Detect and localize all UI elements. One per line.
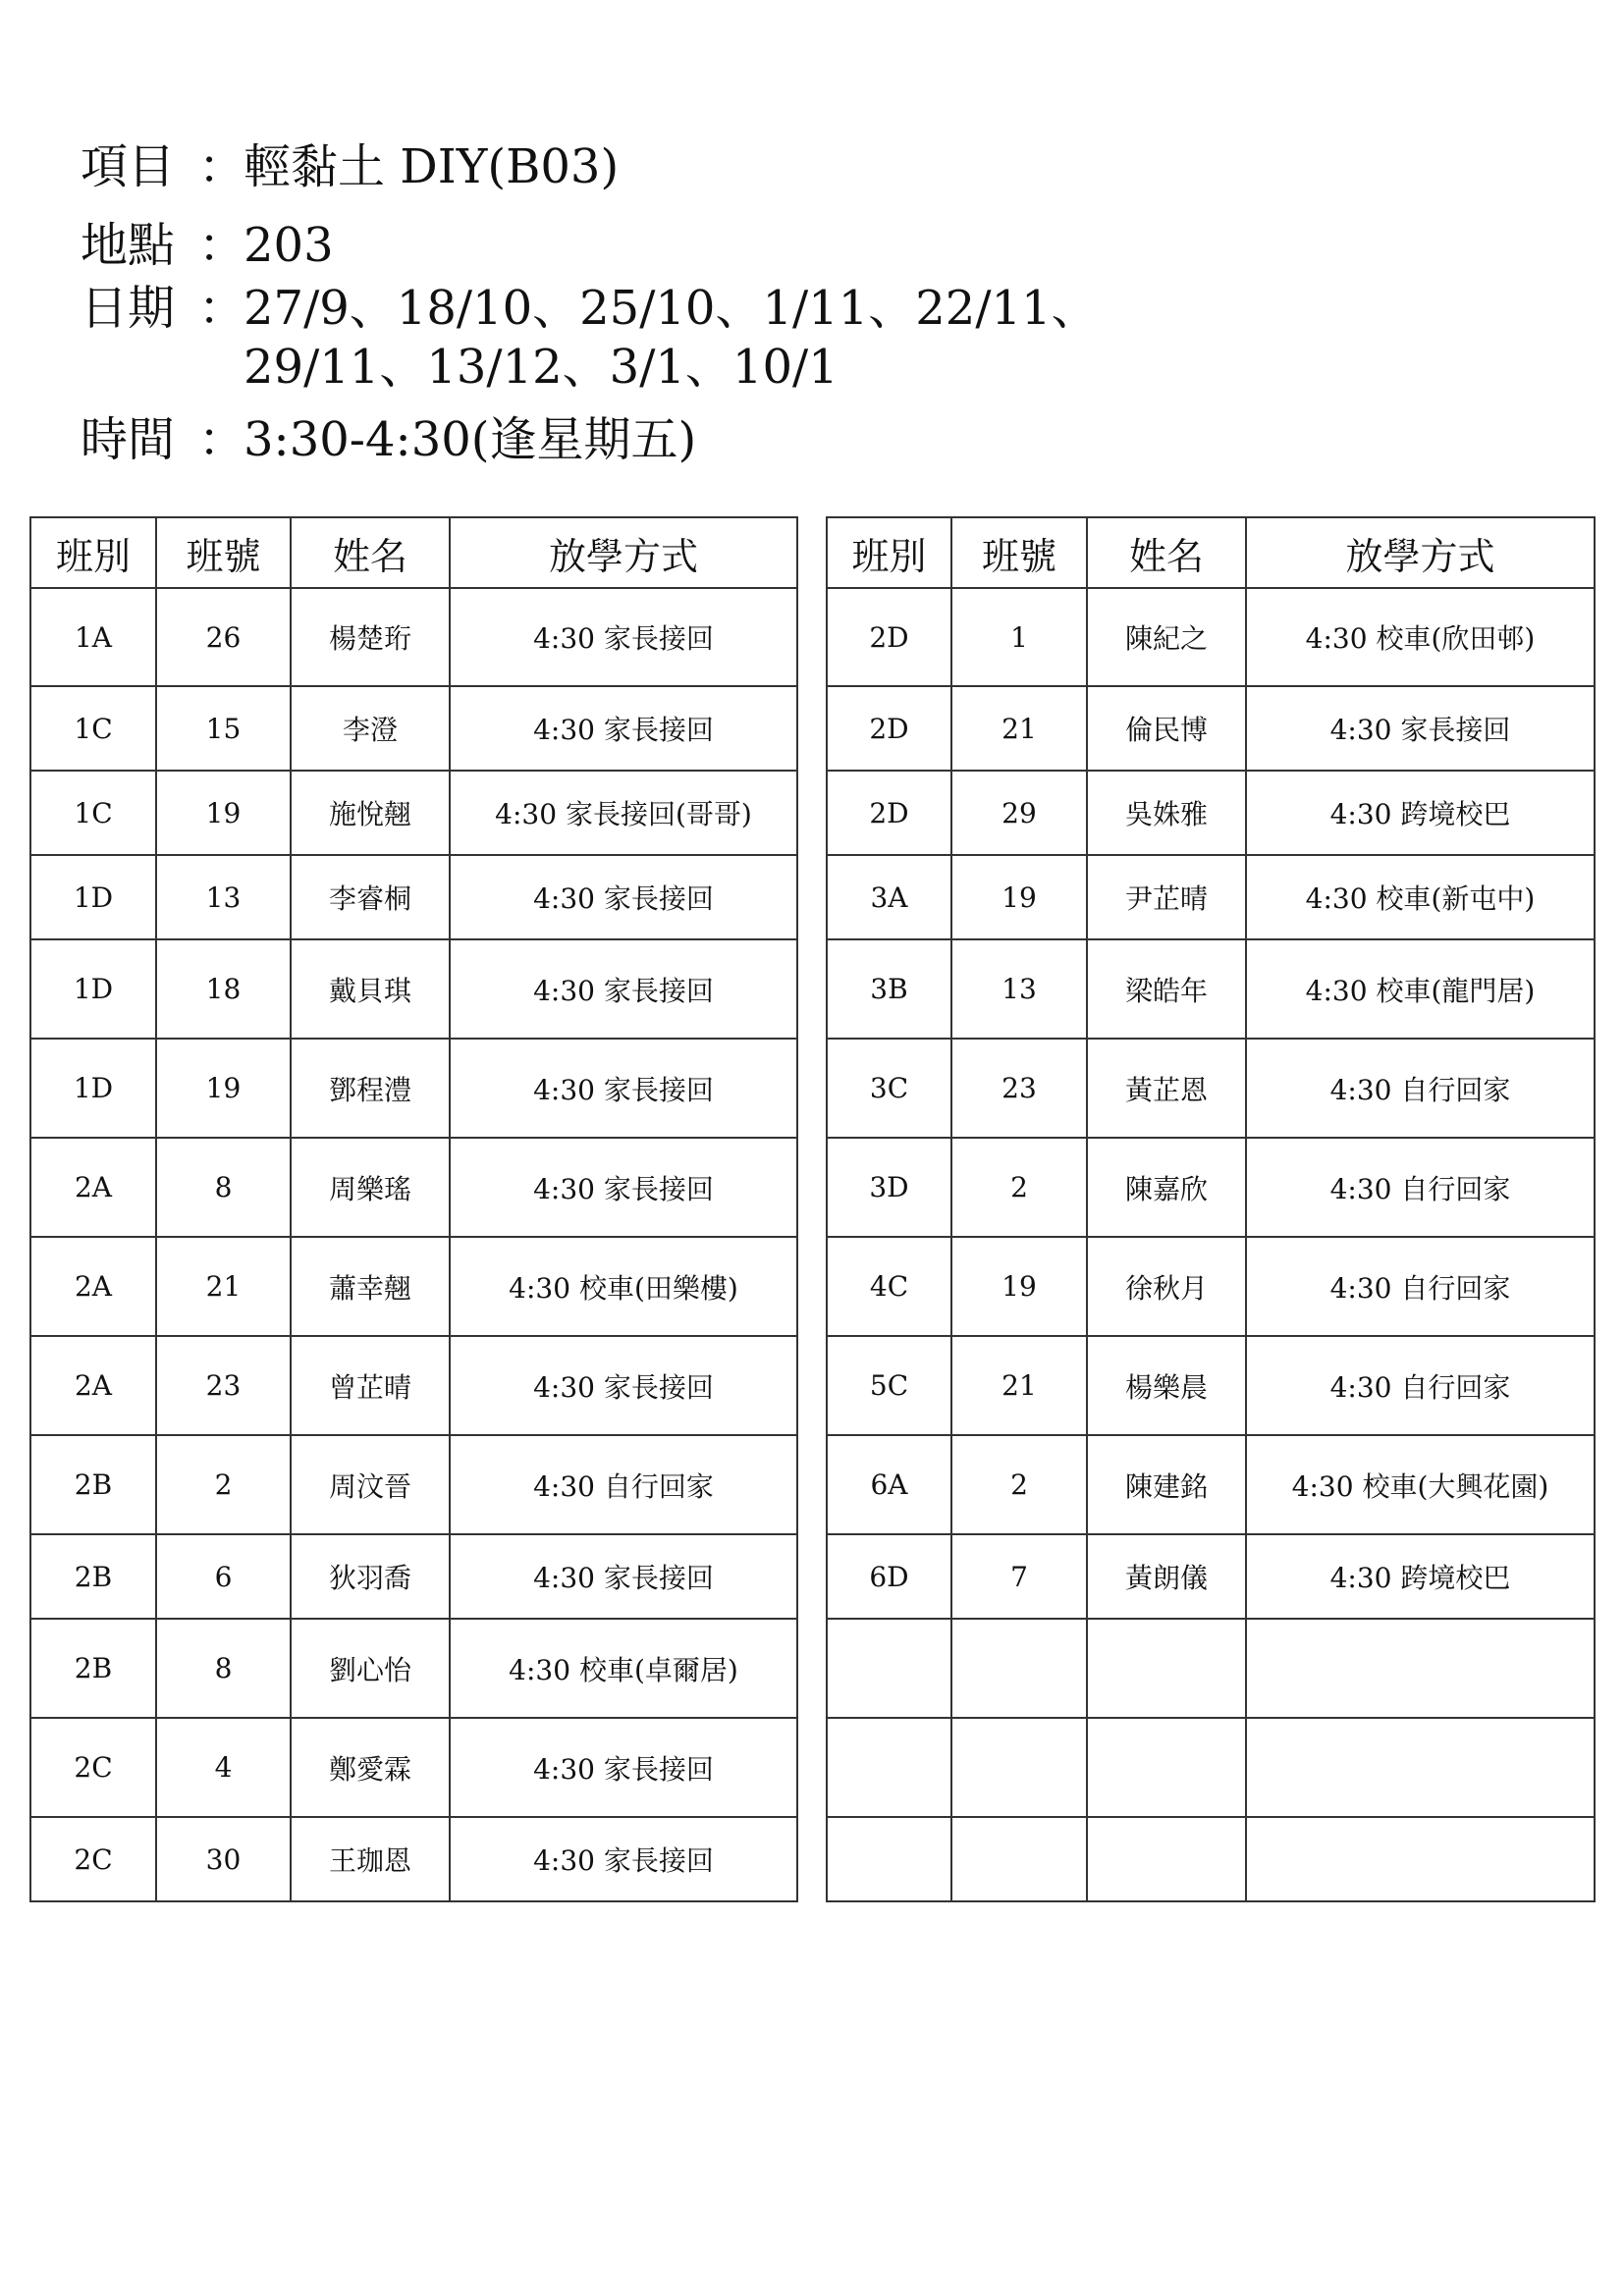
cell-number: 6 <box>156 1534 291 1619</box>
table-row <box>827 1435 1595 1534</box>
time-label: 時間 <box>81 412 176 467</box>
cell-dismissal <box>1246 1718 1595 1817</box>
cell-dismissal: 4:30 家長接回 <box>450 1718 797 1817</box>
cell-name: 李澄 <box>291 686 450 771</box>
cell-class: 2C <box>30 1817 156 1901</box>
item-value: 輕黏土 DIY(B03) <box>244 139 620 194</box>
cell-number <box>951 1718 1087 1817</box>
cell-dismissal: 4:30 校車(卓爾居) <box>450 1619 797 1718</box>
table-row <box>30 1817 797 1901</box>
date-label: 日期 <box>81 281 176 336</box>
time-line <box>81 410 696 469</box>
cell-dismissal: 4:30 自行回家 <box>1246 1237 1595 1336</box>
cell-number <box>951 1619 1087 1718</box>
date-line <box>81 279 1099 397</box>
table-row <box>827 1619 1595 1718</box>
cell-dismissal: 4:30 校車(田樂樓) <box>450 1237 797 1336</box>
cell-number: 2 <box>951 1435 1087 1534</box>
cell-class: 2D <box>827 771 951 855</box>
cell-dismissal: 4:30 跨境校巴 <box>1246 771 1595 855</box>
cell-number: 19 <box>951 1237 1087 1336</box>
roster-table-right <box>826 516 1596 1902</box>
header-dismissal: 放學方式 <box>1246 517 1595 588</box>
table-row <box>30 1718 797 1817</box>
item-line <box>81 137 619 196</box>
cell-number: 8 <box>156 1138 291 1237</box>
cell-number: 13 <box>951 939 1087 1039</box>
cell-name: 徐秋月 <box>1087 1237 1246 1336</box>
cell-dismissal: 4:30 自行回家 <box>1246 1138 1595 1237</box>
date-colon: ： <box>198 281 246 336</box>
cell-number: 21 <box>156 1237 291 1336</box>
cell-class: 4C <box>827 1237 951 1336</box>
cell-name: 周汶晉 <box>291 1435 450 1534</box>
cell-class: 2B <box>30 1435 156 1534</box>
cell-number: 13 <box>156 855 291 939</box>
table-row <box>30 588 797 686</box>
table-row <box>827 1718 1595 1817</box>
table-row <box>827 1138 1595 1237</box>
table-row <box>30 1619 797 1718</box>
cell-name <box>1087 1619 1246 1718</box>
cell-name: 施悅翹 <box>291 771 450 855</box>
cell-number: 19 <box>951 855 1087 939</box>
cell-name: 周樂瑤 <box>291 1138 450 1237</box>
cell-class: 2B <box>30 1534 156 1619</box>
table-row <box>30 1435 797 1534</box>
table-row <box>827 771 1595 855</box>
header-class: 班別 <box>827 517 951 588</box>
cell-class: 1A <box>30 588 156 686</box>
cell-class: 1C <box>30 686 156 771</box>
item-colon: ： <box>198 139 246 194</box>
cell-name: 梁皓年 <box>1087 939 1246 1039</box>
time-colon: ： <box>198 412 246 467</box>
cell-dismissal: 4:30 家長接回 <box>450 1138 797 1237</box>
table-row <box>30 1336 797 1435</box>
cell-name: 鄧程澧 <box>291 1039 450 1138</box>
cell-number: 29 <box>951 771 1087 855</box>
cell-class: 2D <box>827 686 951 771</box>
cell-class: 5C <box>827 1336 951 1435</box>
cell-dismissal: 4:30 家長接回 <box>450 939 797 1039</box>
cell-name: 狄羽喬 <box>291 1534 450 1619</box>
cell-dismissal: 4:30 家長接回 <box>450 588 797 686</box>
table-row <box>30 939 797 1039</box>
cell-name <box>1087 1718 1246 1817</box>
cell-number: 23 <box>156 1336 291 1435</box>
time-value: 3:30-4:30(逢星期五) <box>244 412 697 467</box>
cell-number: 18 <box>156 939 291 1039</box>
header-number: 班號 <box>951 517 1087 588</box>
cell-class: 3B <box>827 939 951 1039</box>
cell-name: 倫民博 <box>1087 686 1246 771</box>
cell-class: 3C <box>827 1039 951 1138</box>
cell-class: 3D <box>827 1138 951 1237</box>
cell-number: 21 <box>951 686 1087 771</box>
cell-class: 6D <box>827 1534 951 1619</box>
location-line <box>81 216 334 275</box>
cell-class: 2A <box>30 1237 156 1336</box>
cell-class <box>827 1817 951 1901</box>
cell-class: 2C <box>30 1718 156 1817</box>
table-row <box>827 1039 1595 1138</box>
cell-name: 黃朗儀 <box>1087 1534 1246 1619</box>
cell-dismissal: 4:30 家長接回 <box>450 1039 797 1138</box>
cell-name: 黃芷恩 <box>1087 1039 1246 1138</box>
cell-dismissal: 4:30 家長接回 <box>450 686 797 771</box>
cell-dismissal: 4:30 自行回家 <box>1246 1039 1595 1138</box>
cell-class: 2D <box>827 588 951 686</box>
location-label: 地點 <box>81 218 176 273</box>
table-row <box>30 1039 797 1138</box>
cell-number: 8 <box>156 1619 291 1718</box>
table-row <box>827 588 1595 686</box>
header-class: 班別 <box>30 517 156 588</box>
cell-dismissal: 4:30 家長接回 <box>450 855 797 939</box>
cell-class <box>827 1718 951 1817</box>
header-name: 姓名 <box>291 517 450 588</box>
cell-dismissal <box>1246 1817 1595 1901</box>
table-row <box>827 1336 1595 1435</box>
cell-number: 21 <box>951 1336 1087 1435</box>
cell-number: 30 <box>156 1817 291 1901</box>
roster-table-left <box>29 516 798 1902</box>
cell-name: 楊楚珩 <box>291 588 450 686</box>
cell-name: 尹芷晴 <box>1087 855 1246 939</box>
cell-name: 李睿桐 <box>291 855 450 939</box>
table-row <box>827 1817 1595 1901</box>
table-row <box>827 1237 1595 1336</box>
cell-name: 蕭幸翹 <box>291 1237 450 1336</box>
cell-dismissal: 4:30 家長接回 <box>450 1817 797 1901</box>
cell-dismissal: 4:30 校車(欣田邨) <box>1246 588 1595 686</box>
cell-class <box>827 1619 951 1718</box>
date-value-line2: 29/11、13/12、3/1、10/1 <box>244 340 839 395</box>
cell-dismissal: 4:30 校車(龍門居) <box>1246 939 1595 1039</box>
cell-number: 23 <box>951 1039 1087 1138</box>
cell-class: 1D <box>30 855 156 939</box>
cell-number: 7 <box>951 1534 1087 1619</box>
table-row <box>30 771 797 855</box>
cell-name <box>1087 1817 1246 1901</box>
cell-name: 吳姝雅 <box>1087 771 1246 855</box>
table-header-row <box>827 517 1595 588</box>
cell-number: 4 <box>156 1718 291 1817</box>
cell-dismissal: 4:30 家長接回 <box>450 1534 797 1619</box>
cell-dismissal: 4:30 跨境校巴 <box>1246 1534 1595 1619</box>
cell-name: 陳建銘 <box>1087 1435 1246 1534</box>
cell-class: 2A <box>30 1138 156 1237</box>
table-row <box>827 855 1595 939</box>
cell-dismissal: 4:30 校車(大興花園) <box>1246 1435 1595 1534</box>
table-row <box>30 855 797 939</box>
item-label: 項目 <box>81 139 176 194</box>
cell-name: 王珈恩 <box>291 1817 450 1901</box>
cell-name: 戴貝琪 <box>291 939 450 1039</box>
cell-class: 1D <box>30 939 156 1039</box>
cell-number: 19 <box>156 771 291 855</box>
cell-dismissal: 4:30 校車(新屯中) <box>1246 855 1595 939</box>
cell-name: 劉心怡 <box>291 1619 450 1718</box>
cell-dismissal: 4:30 家長接回(哥哥) <box>450 771 797 855</box>
cell-class: 3A <box>827 855 951 939</box>
cell-name: 曾芷晴 <box>291 1336 450 1435</box>
table-row <box>30 1237 797 1336</box>
cell-number: 26 <box>156 588 291 686</box>
cell-class: 6A <box>827 1435 951 1534</box>
cell-number: 2 <box>156 1435 291 1534</box>
cell-number: 1 <box>951 588 1087 686</box>
cell-dismissal: 4:30 自行回家 <box>450 1435 797 1534</box>
cell-number: 19 <box>156 1039 291 1138</box>
cell-class: 2A <box>30 1336 156 1435</box>
table-row <box>827 1534 1595 1619</box>
header-name: 姓名 <box>1087 517 1246 588</box>
cell-class: 1C <box>30 771 156 855</box>
cell-class: 1D <box>30 1039 156 1138</box>
cell-dismissal: 4:30 家長接回 <box>450 1336 797 1435</box>
table-header-row <box>30 517 797 588</box>
header-dismissal: 放學方式 <box>450 517 797 588</box>
header-number: 班號 <box>156 517 291 588</box>
cell-name: 楊樂晨 <box>1087 1336 1246 1435</box>
cell-number: 15 <box>156 686 291 771</box>
table-row <box>827 939 1595 1039</box>
cell-name: 陳嘉欣 <box>1087 1138 1246 1237</box>
date-values <box>244 279 1099 397</box>
cell-dismissal: 4:30 家長接回 <box>1246 686 1595 771</box>
location-value: 203 <box>244 218 334 273</box>
table-row <box>30 686 797 771</box>
cell-name: 陳紀之 <box>1087 588 1246 686</box>
location-colon: ： <box>198 218 246 273</box>
cell-name: 鄭愛霖 <box>291 1718 450 1817</box>
cell-number <box>951 1817 1087 1901</box>
cell-number: 2 <box>951 1138 1087 1237</box>
cell-class: 2B <box>30 1619 156 1718</box>
date-value-line1: 27/9、18/10、25/10、1/11、22/11、 <box>244 281 1099 336</box>
cell-dismissal: 4:30 自行回家 <box>1246 1336 1595 1435</box>
table-row <box>827 686 1595 771</box>
table-row <box>30 1534 797 1619</box>
cell-dismissal <box>1246 1619 1595 1718</box>
table-row <box>30 1138 797 1237</box>
